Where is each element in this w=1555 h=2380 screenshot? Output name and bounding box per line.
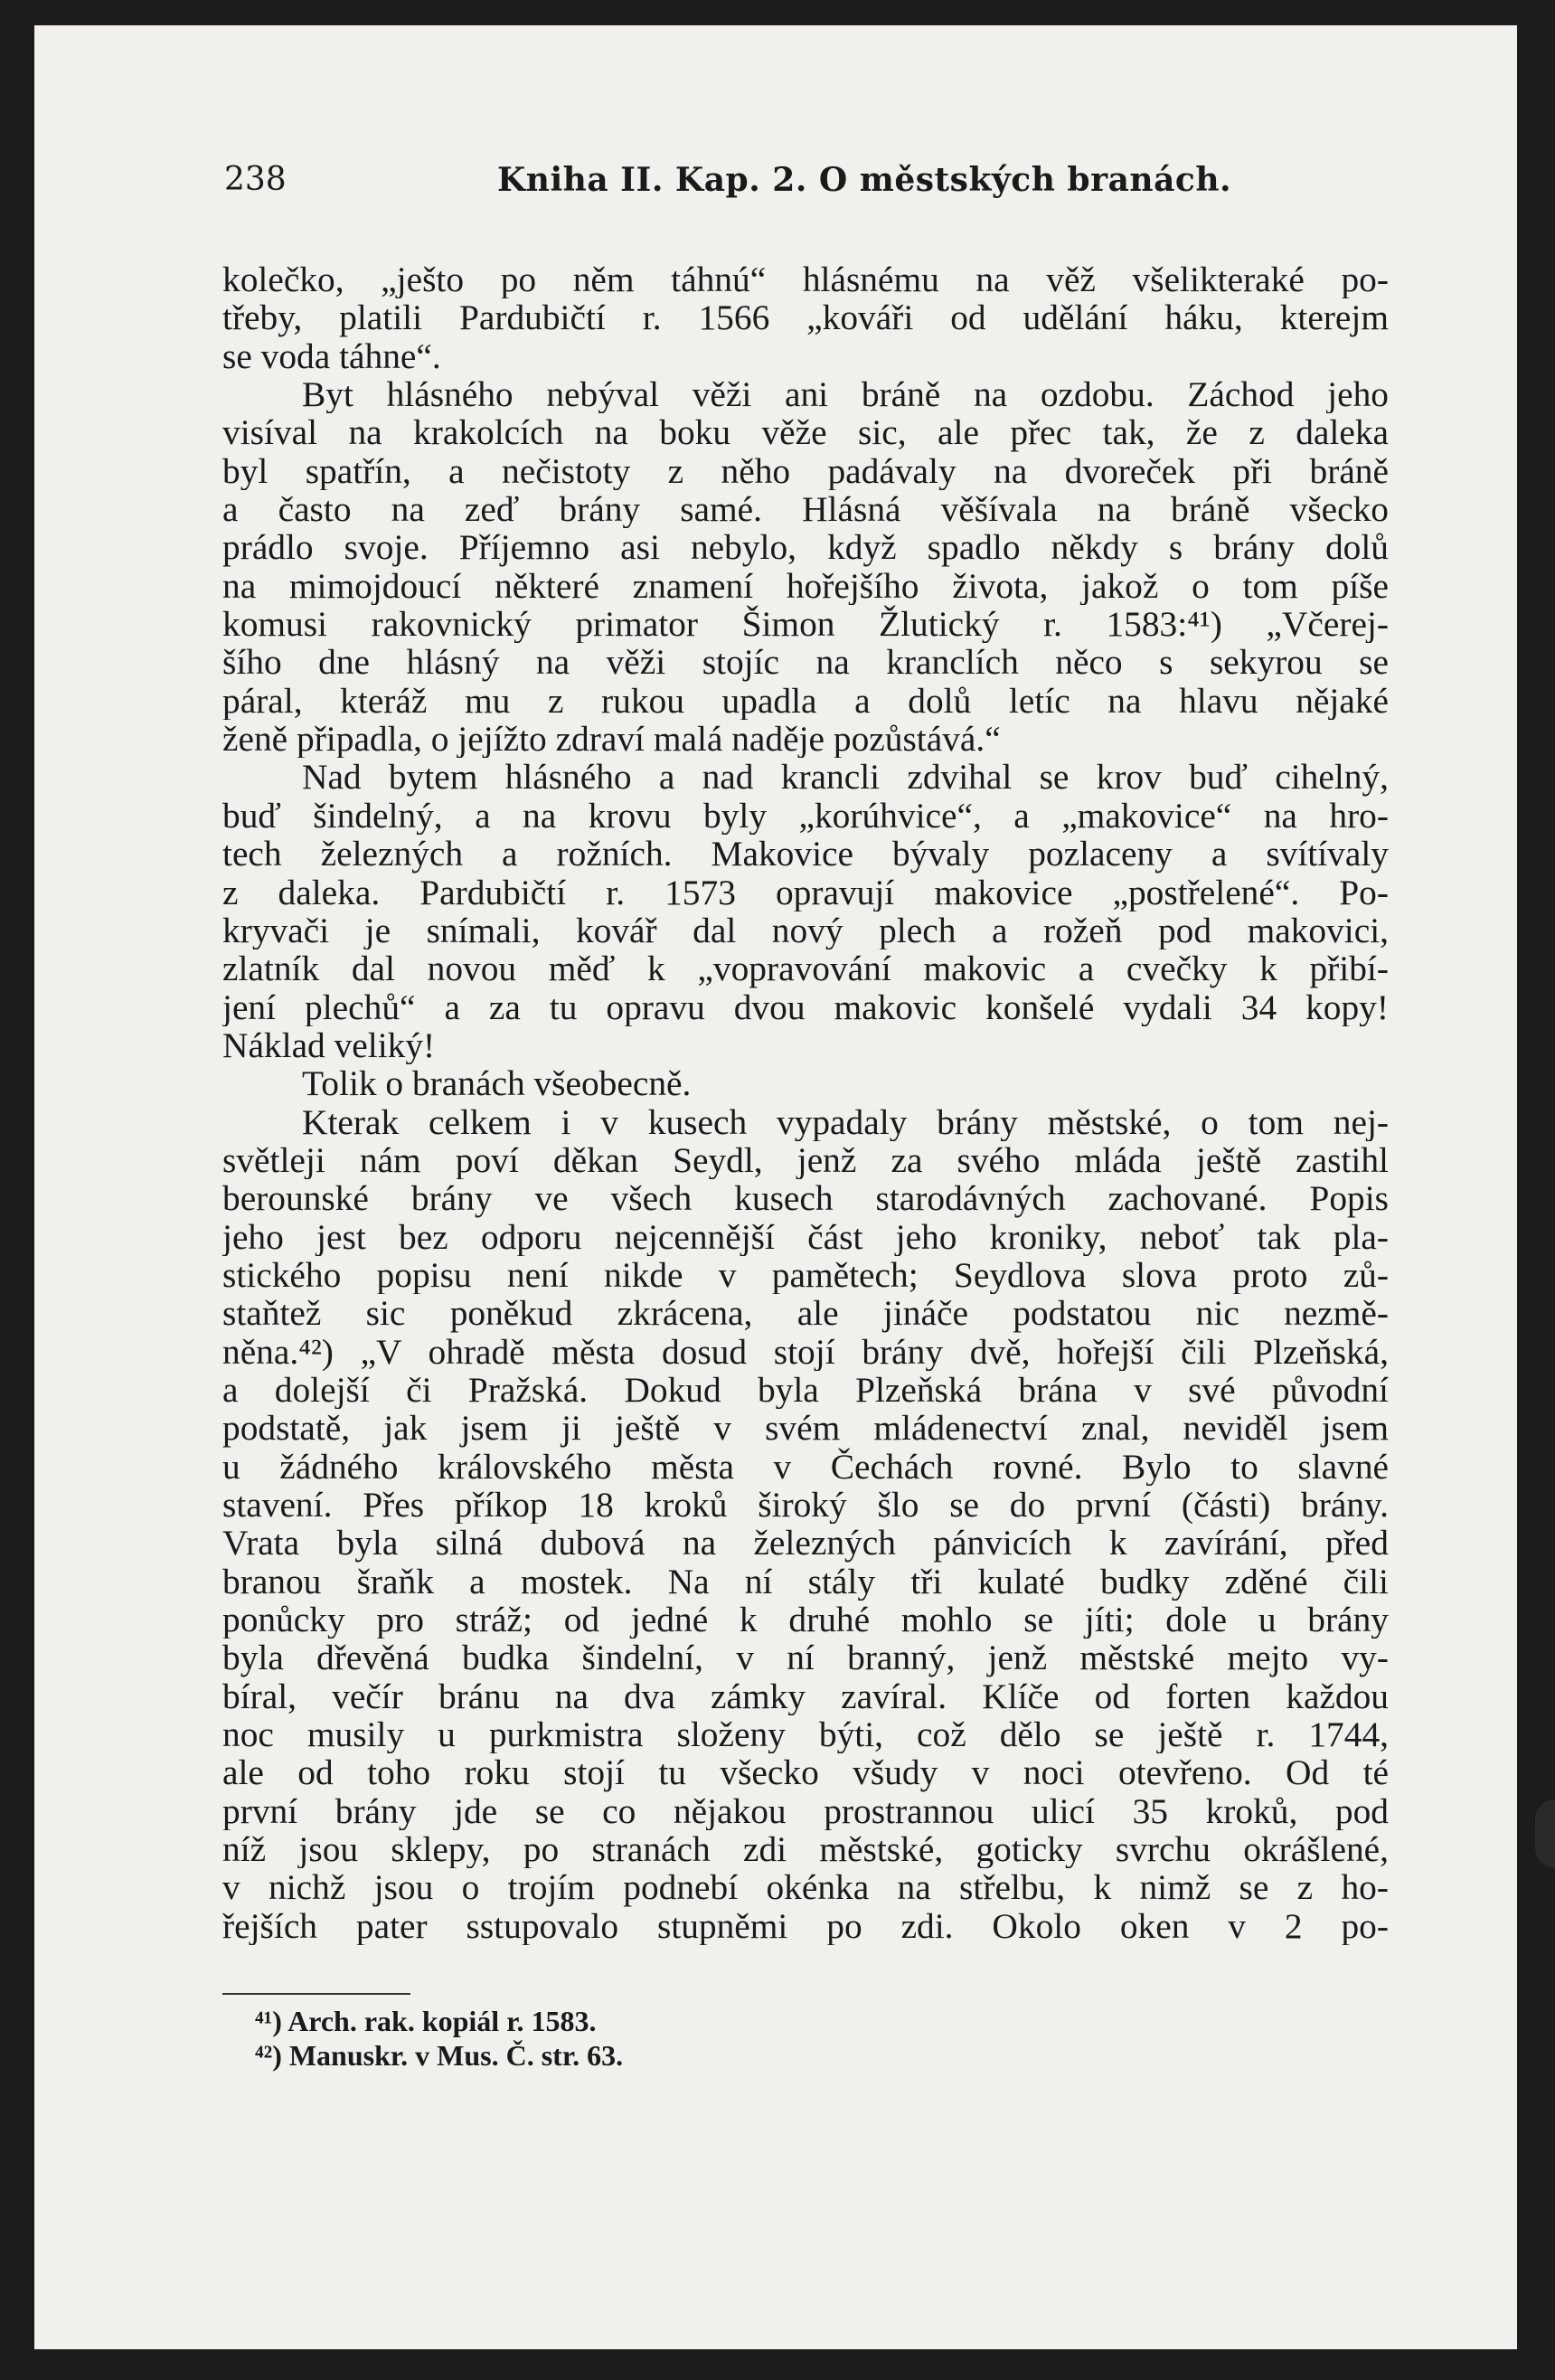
text-line: z daleka. Pardubičtí r. 1573 opravují makovice „postřelené“. Po- [222,873,1389,911]
text-line: stavení. Přes příkop 18 kroků široký šlo se do první (části) brány. [222,1486,1389,1525]
text-line: Náklad veliký! [222,1025,436,1065]
running-head: Kniha II. Kap. 2. O městských branách. [497,161,1232,199]
text-line: Byt hlásného nebýval věži ani bráně na ozdobu. Záchod jeho [302,375,1389,414]
text-line: a často na zeď brány samé. Hlásná věšívala na bráně všecko [222,490,1389,529]
text-line: Tolik o branách všeobecně. [302,1064,692,1103]
text-line: byl spatřín, a nečistoty z něho padávaly na dvoreček při bráně [222,451,1389,491]
text-line: byla dřevěná budka šindelní, v ní branný, jenž městské mejto vy- [222,1639,1389,1677]
text-line: ženě připadla, o jejížto zdraví malá naděje pozůstává.“ [222,720,1001,759]
text-line: v nichž jsou o trojím podnebí okénka na střelbu, k nimž se z ho- [222,1868,1389,1907]
footnote-41: ⁴¹) Arch. rak. kopiál r. 1583. [255,2005,597,2037]
book-page [34,25,1517,2349]
text-line: Kterak celkem i v kusech vypadaly brány městské, o tom nej- [302,1102,1389,1141]
text-line: noc musily u purkmistra složeny býti, což dělo se ještě r. 1744, [222,1715,1389,1754]
text-line: jení plechů“ a za tu opravu dvou makovic konšelé vydali 34 kopy! [222,987,1389,1026]
text-line: tech železných a rožních. Makovice bývaly pozlaceny a svítívaly [222,835,1389,874]
text-line: níž jsou sklepy, po stranách zdi městské, goticky svrchu okrášlené, [222,1830,1389,1869]
text-line: staňtež sic poněkud zkrácena, ale jináče podstatou nic nezmě- [222,1294,1389,1333]
text-line: ale od toho roku stojí tu všecko všudy v noci otevřeno. Od té [222,1753,1389,1792]
text-line: branou šraňk a mostek. Na ní stály tři kulaté budky zděné čili [222,1562,1389,1601]
text-line: kolečko, „ješto po něm táhnú“ hlásnému na věž všelikteraké po- [222,260,1389,299]
text-line: páral, kteráž mu z rukou upadla a dolů letíc na hlavu nějaké [222,681,1389,721]
text-line: buď šindelný, a na krovu byly „korúhvice“, a „makovice“ na hro- [222,796,1389,836]
text-line: Vrata byla silná dubová na železných pánvicích k zavírání, před [222,1524,1389,1563]
text-line: Nad bytem hlásného a nad krancli zdvihal se krov buď cihelný, [302,758,1389,797]
page-number: 238 [224,161,287,198]
text-line: visíval na krakolcích na boku věže sic, ale přec tak, že z daleka [222,413,1389,452]
text-line: světleji nám poví děkan Seydl, jenž za svého mláda ještě zastihl [222,1140,1389,1180]
text-line: se voda táhne“. [222,336,441,376]
text-line: bíral, večír bránu na dva zámky zavíral. Klíče od forten každou [222,1676,1389,1716]
footnotes [255,2004,1069,2073]
text-line: něna.⁴²) „V ohradě města dosud stojí brány dvě, hořejší čili Plzeňská, [222,1332,1389,1371]
page-header [224,161,1390,215]
text-line: první brány jde se co nějakou prostrannou ulicí 35 kroků, pod [222,1791,1389,1831]
text-line: ponůcky pro stráž; od jedné k druhé mohlo se jíti; dole u brány [222,1601,1389,1639]
text-line: komusi rakovnický primator Šimon Žlutický r. 1583:⁴¹) „Včerej- [222,605,1389,644]
text-line: berounské brány ve všech kusech starodávných zachované. Popis [222,1179,1389,1218]
text-line: zlatník dal novou měď k „vopravování makovic a cvečky k přibí- [222,949,1389,988]
text-line: řejších pater sstupovalo stupněmi po zdi. Okolo oken v 2 po- [222,1906,1389,1946]
text-line: u žádného královského města v Čechách rovné. Bylo to slavné [222,1447,1389,1486]
footnote-divider [222,1993,410,1995]
body-text [222,260,1389,1945]
text-line: prádlo svoje. Příjemno asi nebylo, když spadlo někdy s brány dolů [222,528,1389,567]
text-line: šího dne hlásný na věži stojíc na kranclích něco s sekyrou se [222,643,1389,682]
text-line: podstatě, jak jsem ji ještě v svém mládenectví znal, neviděl jsem [222,1409,1389,1448]
footnote-42: ⁴²) Manuskr. v Mus. Č. str. 63. [255,2039,624,2072]
text-line: jeho jest bez odporu nejcennější část jeho kroniky, neboť tak pla- [222,1217,1389,1256]
text-line: na mimojdoucí některé znamení hořejšího života, jakož o tom píše [222,566,1389,606]
text-line: třeby, platili Pardubičtí r. 1566 „kováři od udělání háku, kterejm [222,298,1389,337]
text-line: stického popisu není nikde v pamětech; Seydlova slova proto zů- [222,1255,1389,1295]
text-line: kryvači je snímali, kovář dal nový plech a rožeň pod makovici, [222,911,1389,950]
text-line: a dolejší či Pražská. Dokud byla Plzeňská brána v své původní [222,1370,1389,1410]
binder-clip-shape [1535,1799,1555,1868]
